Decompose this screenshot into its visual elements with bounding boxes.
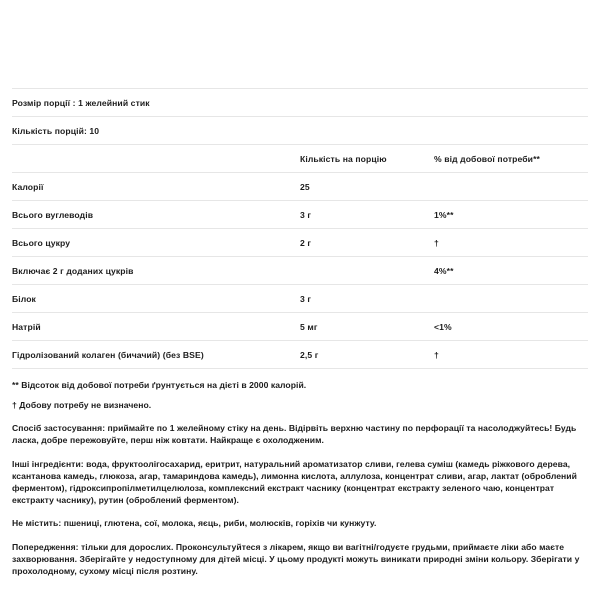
nutrient-name: Калорії	[12, 181, 44, 192]
column-header-daily-value: % від добової потреби**	[434, 153, 540, 164]
table-row	[12, 257, 588, 285]
nutrient-daily-value	[434, 173, 588, 201]
serving-size-row	[12, 89, 588, 117]
nutrient-amount: 25	[300, 181, 310, 192]
directions-paragraph: Спосіб застосування: приймайте по 1 желейному стіку на день. Відірвіть верхню частину по перфорації та насолоджуйтесь! Будь ласка, добре пережовуйте, перш ніж ковтати. Найкраще є охолодженим.	[12, 423, 577, 446]
nutrient-daily-value: †	[434, 237, 439, 248]
other-ingredients-paragraph: Інші інгредієнти: вода, фруктоолігосахарид, еритрит, натуральний ароматизатор сливи, гелева суміш (камедь ріжкового дерева, ксантанова камедь, глюкоза, агар, тамариндова камедь), лимонна кислота, аллулоза, концентрат сливи, агар, лактат (оброблений ферментом), гідроксипропілметилцелюлоза, комплексний екстракт часнику (концентрат екстракту зеленого чаю, концентрат екстракту часнику), рутин (оброблений ферментом).	[12, 458, 577, 506]
nutrient-amount: 3 г	[300, 293, 312, 304]
table-header-row	[12, 145, 588, 173]
servings-per-container-row	[12, 117, 588, 145]
table-row	[12, 313, 588, 341]
nutrient-name: Включає 2 г доданих цукрів	[12, 265, 134, 276]
nutrient-daily-value: 4%**	[434, 265, 454, 276]
nutrient-name: Всього вуглеводів	[12, 209, 94, 220]
notes-section	[12, 369, 588, 577]
table-row	[12, 173, 588, 201]
table-row	[12, 341, 588, 369]
nutrient-name: Натрій	[12, 321, 41, 332]
dagger-footnote: † Добову потребу не визначено.	[12, 399, 152, 410]
nutrient-amount: 3 г	[300, 209, 312, 220]
nutrient-daily-value: †	[434, 349, 439, 360]
allergen-free-from-paragraph: Не містить: пшениці, глютена, сої, молока, яєць, риби, молюсків, горіхів чи кунжуту.	[12, 518, 377, 529]
nutrient-daily-value	[434, 285, 588, 313]
nutrient-daily-value: 1%**	[434, 209, 454, 220]
nutrient-daily-value: <1%	[434, 321, 452, 332]
supplement-facts-table	[12, 88, 588, 369]
warning-paragraph: Попередження: тільки для дорослих. Проконсультуйтеся з лікарем, якщо ви вагітні/годуєте грудьми, приймаєте ліки або маєте захворювання. Зберігайте у недоступному для дітей місці. У цьому продукті можуть виникати природні зміни кольору. Зберігати у прохолодному, сухому місці після розтину.	[12, 541, 580, 577]
top-spacer	[12, 0, 588, 88]
serving-size-label: Розмір порції : 1 желейний стик	[12, 97, 150, 108]
nutrient-amount: 2,5 г	[300, 349, 319, 360]
column-header-name	[12, 145, 300, 173]
daily-value-footnote: ** Відсоток від добової потреби ґрунтується на дієті в 2000 калорій.	[12, 380, 307, 390]
column-header-amount: Кількість на порцію	[300, 153, 387, 164]
table-row	[12, 285, 588, 313]
nutrient-amount: 5 мг	[300, 321, 318, 332]
nutrient-name: Гідролізований колаген (бичачий) (без BSE)	[12, 349, 204, 360]
nutrient-name: Всього цукру	[12, 237, 71, 248]
nutrient-name: Білок	[12, 293, 36, 304]
table-row	[12, 229, 588, 257]
nutrient-amount	[300, 257, 434, 285]
table-row	[12, 201, 588, 229]
servings-per-container-label: Кількість порцій: 10	[12, 125, 100, 136]
nutrient-amount: 2 г	[300, 237, 312, 248]
